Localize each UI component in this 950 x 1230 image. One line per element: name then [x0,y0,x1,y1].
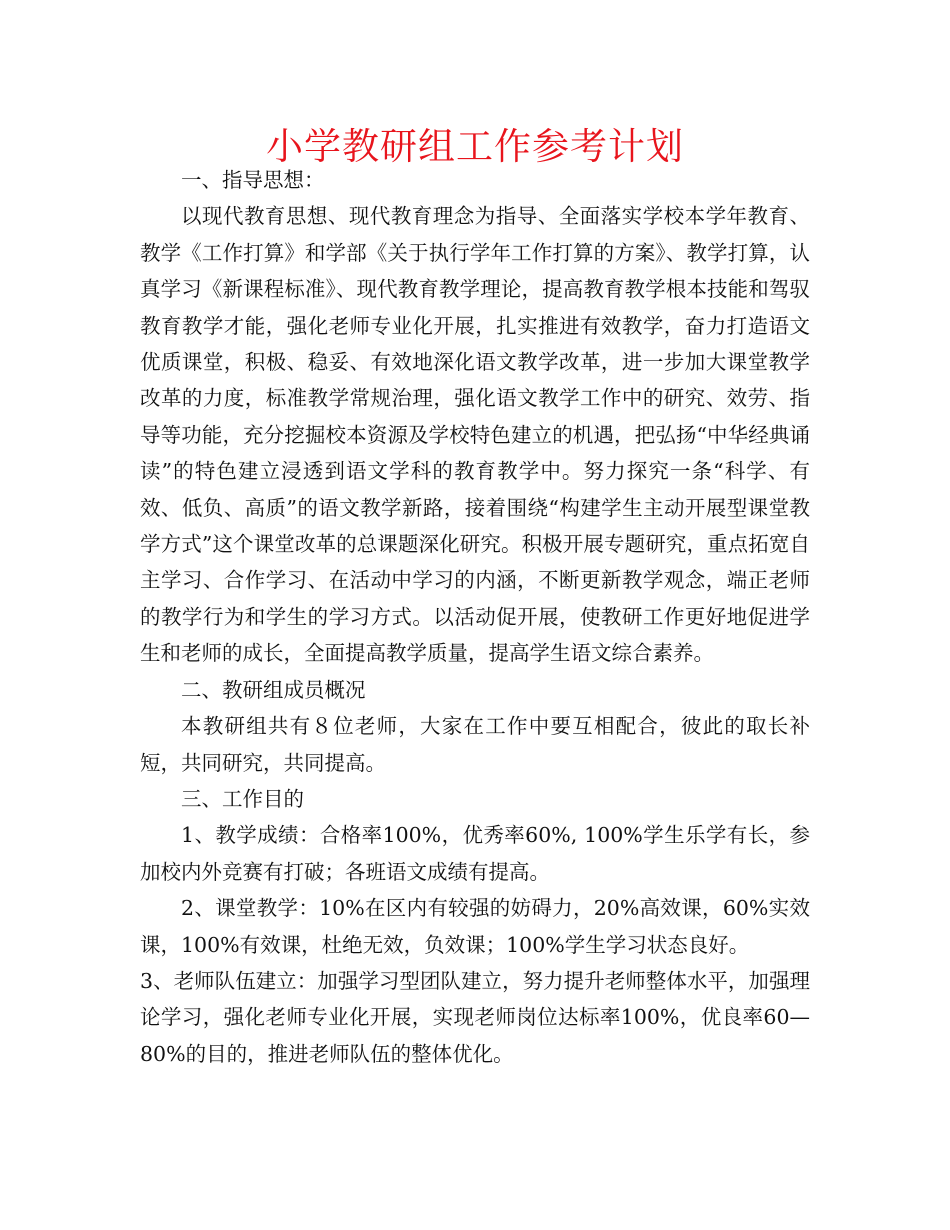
section-heading-guiding-thought: 一、指导思想： [181,168,325,192]
paragraph-goal-classroom-teaching: 2、课堂教学：10%在区内有较强的妨碍力，20%高效课，60%实效课，100%有效课，杜绝无效，负效课；100%学生学习状态良好。 [140,896,810,957]
document-body [140,162,810,1072]
section-heading-goals: 三、工作目的 [181,786,304,811]
document-title: 小学教研组工作参考计划 [266,125,684,168]
paragraph-members: 本教研组共有８位老师，大家在工作中要互相配合，彼此的取长补短，共同研究，共同提高。 [140,714,810,775]
paragraph-goal-teaching-results: 1、教学成绩：合格率100%，优秀率60%, 100%学生乐学有长，参加校内外竞赛有打破；各班语文成绩有提高。 [140,823,810,884]
paragraph-goal-teacher-team: 3、老师队伍建立：加强学习型团队建立，努力提升老师整体水平，加强理论学习，强化老师专业化开展，实现老师岗位达标率100%，优良率60—80%的目的，推进老师队伍的整体优化。 [140,968,810,1066]
section-heading-members: 二、教研组成员概况 [181,677,366,702]
paragraph-guiding-thought: 以现代教育思想、现代教育理念为指导、全面落实学校本学年教育、教学《工作打算》和学部《关于执行学年工作打算的方案》、教学打算，认真学习《新课程标准》、现代教育教学理论，提高教育教学根本技能和驾驭教育教学才能，强化老师专业化开展，扎实推进有效教学，奋力打造语文优质课堂，积极、稳妥、有效地深化语文教学改革，进一步加大课堂教学改革的力度，标准教学常规治理，强化语文教学工作中的研究、效劳、指导等功能，充分挖掘校本资源及学校特色建立的机遇，把弘扬“中华经典诵读”的特色建立浸透到语文学科的教育教学中。努力探究一条“科学、有效、低负、高质”的语文教学新路，接着围绕“构建学生主动开展型课堂教学方式”这个课堂改革的总课题深化研究。积极开展专题研究，重点拓宽自主学习、合作学习、在活动中学习的内涵，不断更新教学观念，端正老师的教学行为和学生的学习方式。以活动促开展，使教研工作更好地促进学生和老师的成长，全面提高教学质量，提高学生语文综合素养。 [140,204,810,666]
